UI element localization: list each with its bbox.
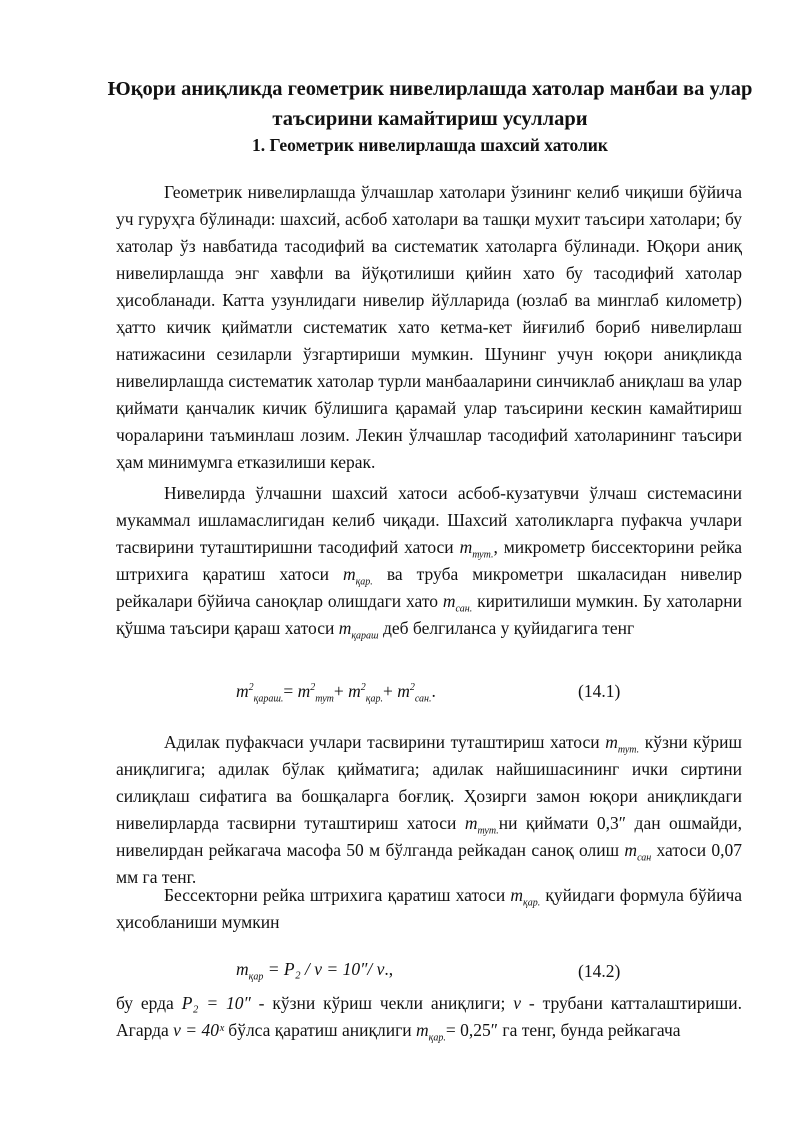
- symbol-m-san: $m_{сан.}$: [442, 591, 473, 615]
- paragraph-bisector-error: Бессекторни рейка штрихига қаратиш хатоси $m_{қар.}$ қуйидаги формула бўйича ҳисобланиши мумкин: [116, 885, 743, 932]
- equation-14-1: $m^2_{қараш.}= m^2_{тут}+ m^2_{қар.}+ m^2_{сан.}$.: [236, 681, 436, 705]
- paragraph-bubble-error: Адилак пуфакчаси учлари тасвирини туташтириш хатоси $m_{тут.}$ кўзни кўриш аниқлигига; адилак бўлак қийматига; адилак найшишасининг ички сиртини силиқлаш сифатига ва бошқаларга боғлиқ. Ҳозирги замон юқори аниқликдаги нивелирларда тасвирни туташтириш хатоси $m_{тут.}ни$ қиймати 0,3″ дан ошмайди, нивелирдан рейкагача масофа 50 м бўлганда рейкадан саноқ олиш $m_{сан}$ хатоси 0,07 мм га тенг.: [116, 732, 743, 887]
- equation-14-2: $m_{қар} = P_2 / v = 10''/$ v.,: [236, 959, 394, 983]
- section-heading: 1. Геометрик нивелирлашда шахсий хатолик: [252, 135, 608, 155]
- symbol-m-qar: $m_{қар.}$: [416, 1020, 446, 1044]
- symbol-m-tut: $m_{тут.}$: [464, 813, 499, 837]
- paragraph-where: бу ерда P₂ = 10″ - кўзни кўриш чекли аниқлиги; v - трубани катталаштириши. Агарда v = 40ˣ бўлса қаратиш аниқлиги $m_{қар.}= 0,25''$ га тенг, бунда рейкагача: [116, 993, 743, 1044]
- paragraph-intro: Геометрик нивелирлашда ўлчашлар хатолари ўзининг келиб чиқиши бўйича уч гуруҳга бўлинади: шахсий, асбоб хатолари ва ташқи мухит таъсири хатолари; бу хатолар ўз навбатида тасодифий ва систематик хатоларга бўлинади. Юқори аниқ нивелирлашда энг хавфли ва йўқотилиши қийин хато бу тасодифий хатолар ҳисобланади. Катта узунлидаги нивелир йўлларида (юзлаб ва минглаб километр) ҳатто кичик қийматли систематик хато кетма-кет йиғилиб бориб нивелирлаш натижасини сезиларли ўзгартириши мумкин. Шунинг учун юқори аниқликда нивелирлашда систематик хатолар турли манбааларини синчиклаб аниқлаш ва улар қиймати қанчалик кичик бўлишига қарамай улар таъсирини кескин камайтириш чораларини таъминлаш лозим. Лекин ўлчашлар тасодифий хатоларининг таъсири ҳам минимумга етказилиши керак.: [116, 182, 742, 472]
- equation-number-14-1: (14.1): [578, 681, 621, 701]
- symbol-m-qar: $m_{қар.}$: [342, 564, 373, 588]
- page-title: Юқори аниқликда геометрик нивелирлашда хатолар манбаи ва улар таъсирини камайтириш усуллари: [107, 78, 753, 130]
- symbol-m-qarash: $m_{қараш}$: [338, 618, 379, 642]
- symbol-m-qar: $m_{қар.}$: [510, 885, 541, 909]
- symbol-v-40: v = 40ˣ: [173, 1020, 224, 1040]
- symbol-m-tut: $m_{тут.}$: [459, 537, 494, 561]
- symbol-v: v: [513, 993, 522, 1013]
- paragraph-personal-error: Нивелирда ўлчашни шахсий хатоси асбоб-кузатувчи ўлчаш системасини мукаммал ишламаслигидан келиб чиқади. Шахсий хатоликларга пуфакча учлари тасвирини туташтиришни тасодифий хатоси $m_{тут.}$, микрометр биссекторини рейка штрихига қаратиш хатоси $m_{қар.}$ ва труба микрометри шкаласидан нивелир рейкалари бўйича саноқлар олишдаги хато $m_{сан.}$ киритилиши мумкин. Бу хатоларни қўшма таъсири қараш хатоси $m_{қараш}$ деб белгиланса у қуйидагига тенг: [116, 483, 743, 642]
- symbol-m-san: $m_{сан}$: [624, 840, 652, 864]
- symbol-p2: P₂ = 10″: [181, 993, 251, 1013]
- symbol-m-tut: $m_{тут.}$: [605, 732, 640, 756]
- equation-number-14-2: (14.2): [578, 961, 621, 981]
